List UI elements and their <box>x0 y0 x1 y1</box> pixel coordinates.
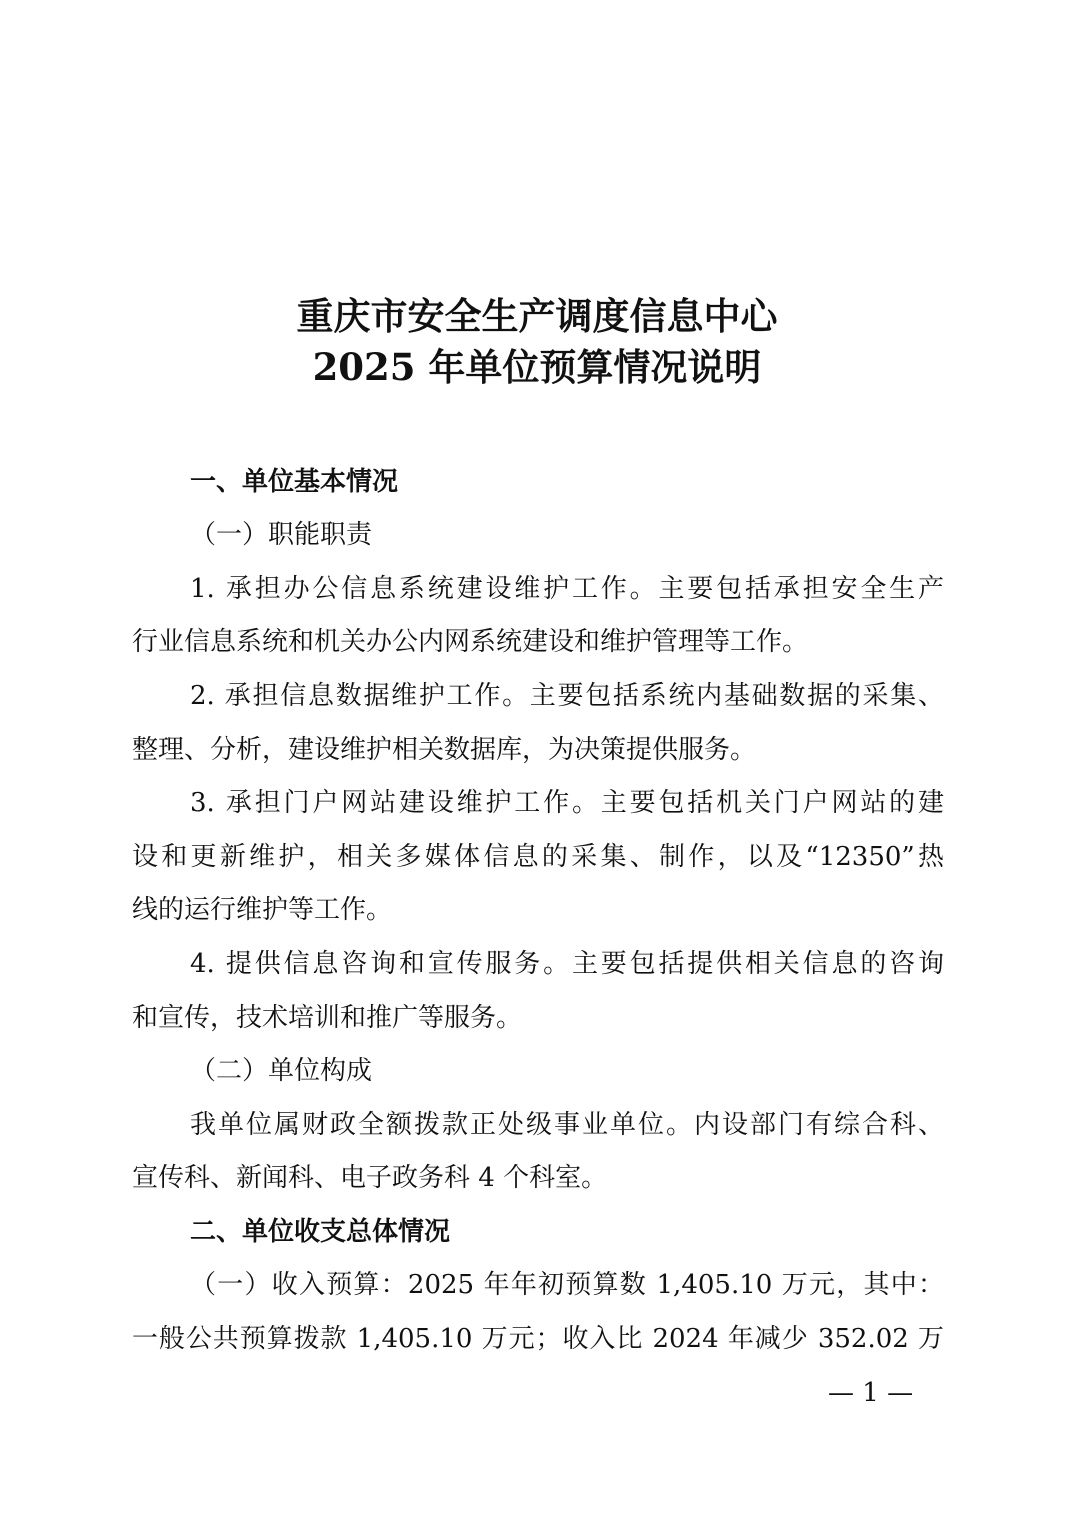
paragraph-line: 1. 承担办公信息系统建设维护工作。主要包括承担安全生产 <box>190 574 944 604</box>
paragraph-line: 整理、分析，建设维护相关数据库，为决策提供服务。 <box>132 735 757 765</box>
paragraph-line: （一）收入预算：2025 年年初预算数 1,405.10 万元，其中： <box>190 1270 944 1300</box>
section1-sub2-heading: （二）单位构成 <box>190 1056 373 1086</box>
paragraph-line: 和宣传，技术培训和推广等服务。 <box>132 1003 523 1033</box>
section2-heading: 二、单位收支总体情况 <box>190 1217 451 1247</box>
paragraph-line: 我单位属财政全额拨款正处级事业单位。内设部门有综合科、 <box>190 1110 944 1140</box>
paragraph-line: 设和更新维护，相关多媒体信息的采集、制作，以及“12350”热 <box>132 842 944 872</box>
paragraph-line: 2. 承担信息数据维护工作。主要包括系统内基础数据的采集、 <box>190 681 944 711</box>
paragraph-line: 宣传科、新闻科、电子政务科 4 个科室。 <box>132 1163 608 1193</box>
section1-sub1-heading: （一）职能职责 <box>190 520 373 550</box>
section1-heading: 一、单位基本情况 <box>190 467 399 497</box>
paragraph-line: 一般公共预算拨款 1,405.10 万元；收入比 2024 年减少 352.02 万 <box>132 1324 944 1354</box>
paragraph-line: 行业信息系统和机关办公内网系统建设和维护管理等工作。 <box>132 627 809 657</box>
paragraph-line: 3. 承担门户网站建设维护工作。主要包括机关门户网站的建 <box>190 788 944 818</box>
document-title-line2: 2025 年单位预算情况说明 <box>312 345 762 389</box>
document-title-line1: 重庆市安全生产调度信息中心 <box>296 294 778 338</box>
page-number: — 1 — <box>828 1378 914 1408</box>
paragraph-line: 线的运行维护等工作。 <box>132 895 393 925</box>
paragraph-line: 4. 提供信息咨询和宣传服务。主要包括提供相关信息的咨询 <box>190 949 944 979</box>
